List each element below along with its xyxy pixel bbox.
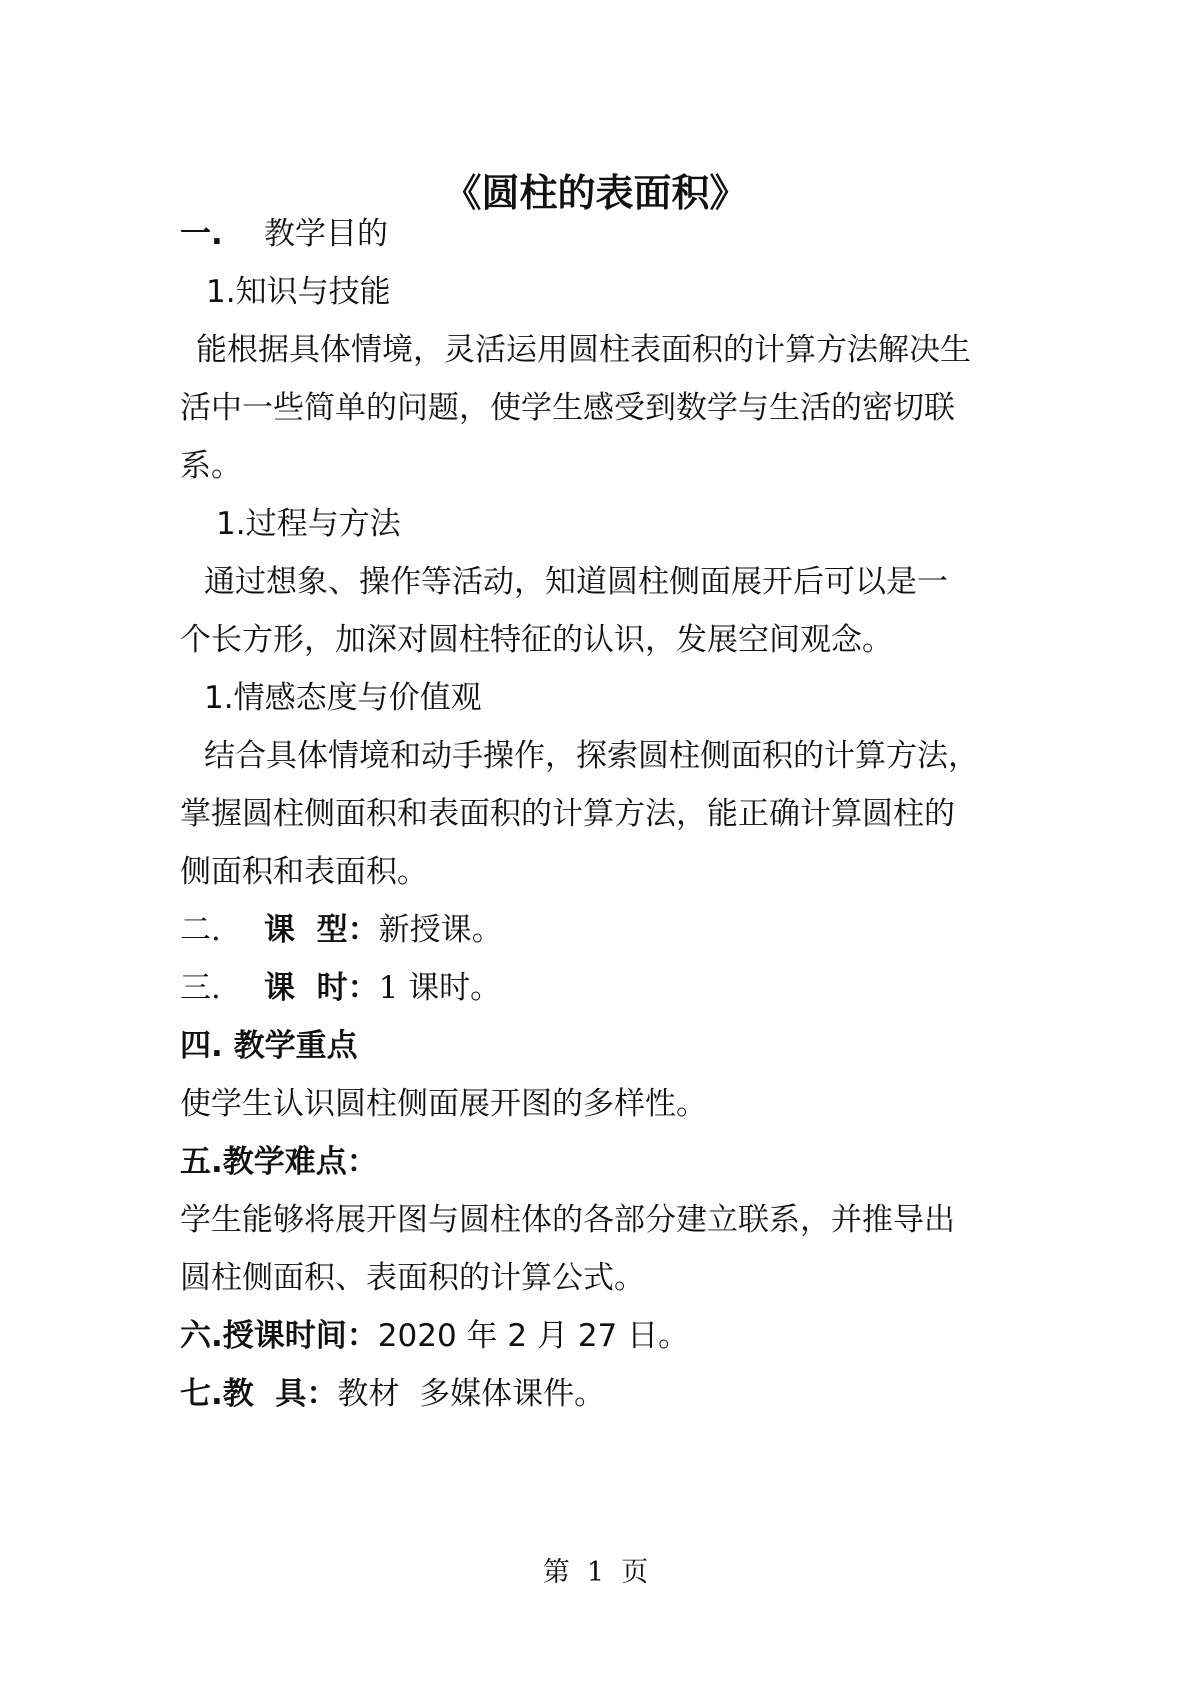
field-value: 新授课。 — [378, 912, 503, 948]
paragraph-line: 使学生认识圆柱侧面展开图的多样性。 — [180, 1086, 707, 1122]
section-number: 一. — [180, 216, 223, 252]
paragraph-line: 侧面积和表面积。 — [180, 854, 428, 890]
field-value: 2020 年 2 月 27 日。 — [377, 1318, 690, 1354]
section-key-points-heading: 四. 教学重点 — [180, 1028, 358, 1064]
page-number-footer: 第 1 页 — [542, 1557, 649, 1588]
section-teaching-aids — [180, 1374, 605, 1414]
section-number: 三. — [180, 970, 221, 1006]
section-number: 二. — [180, 912, 221, 948]
paragraph-line: 学生能够将展开图与圆柱体的各部分建立联系，并推导出 — [180, 1202, 955, 1238]
subheading-process-method: 1.过程与方法 — [216, 506, 401, 542]
section-teaching-objectives — [180, 214, 388, 254]
paragraph-line: 结合具体情境和动手操作，探索圆柱侧面积的计算方法， — [204, 738, 979, 774]
paragraph-line: 系。 — [180, 448, 242, 484]
paragraph-line: 掌握圆柱侧面积和表面积的计算方法，能正确计算圆柱的 — [180, 796, 955, 832]
subheading-knowledge-skills: 1.知识与技能 — [206, 274, 391, 310]
paragraph-line: 活中一些简单的问题，使学生感受到数学与生活的密切联 — [180, 390, 955, 426]
section-lesson-type — [180, 910, 503, 950]
section-heading: 教学目的 — [264, 216, 388, 252]
subheading-emotion-values: 1.情感态度与价值观 — [204, 680, 482, 716]
field-value: 1 课时。 — [378, 970, 502, 1006]
paragraph-line: 能根据具体情境，灵活运用圆柱表面积的计算方法解决生 — [196, 332, 971, 368]
section-difficulties-heading: 五.教学难点： — [180, 1144, 378, 1180]
field-value: 教材 多媒体课件。 — [337, 1376, 606, 1412]
field-label: 六.授课时间： — [180, 1318, 378, 1354]
paragraph-line: 圆柱侧面积、表面积的计算公式。 — [180, 1260, 645, 1296]
section-lesson-hours — [180, 968, 501, 1008]
paragraph-line: 通过想象、操作等活动，知道圆柱侧面展开后可以是一 — [204, 564, 948, 600]
section-teaching-date — [180, 1316, 689, 1356]
field-label: 七.教 具： — [180, 1376, 338, 1412]
field-label: 课 时： — [264, 970, 379, 1006]
paragraph-line: 个长方形，加深对圆柱特征的认识，发展空间观念。 — [180, 622, 893, 658]
field-label: 课 型： — [264, 912, 379, 948]
document-title: 《圆柱的表面积》 — [443, 171, 748, 215]
